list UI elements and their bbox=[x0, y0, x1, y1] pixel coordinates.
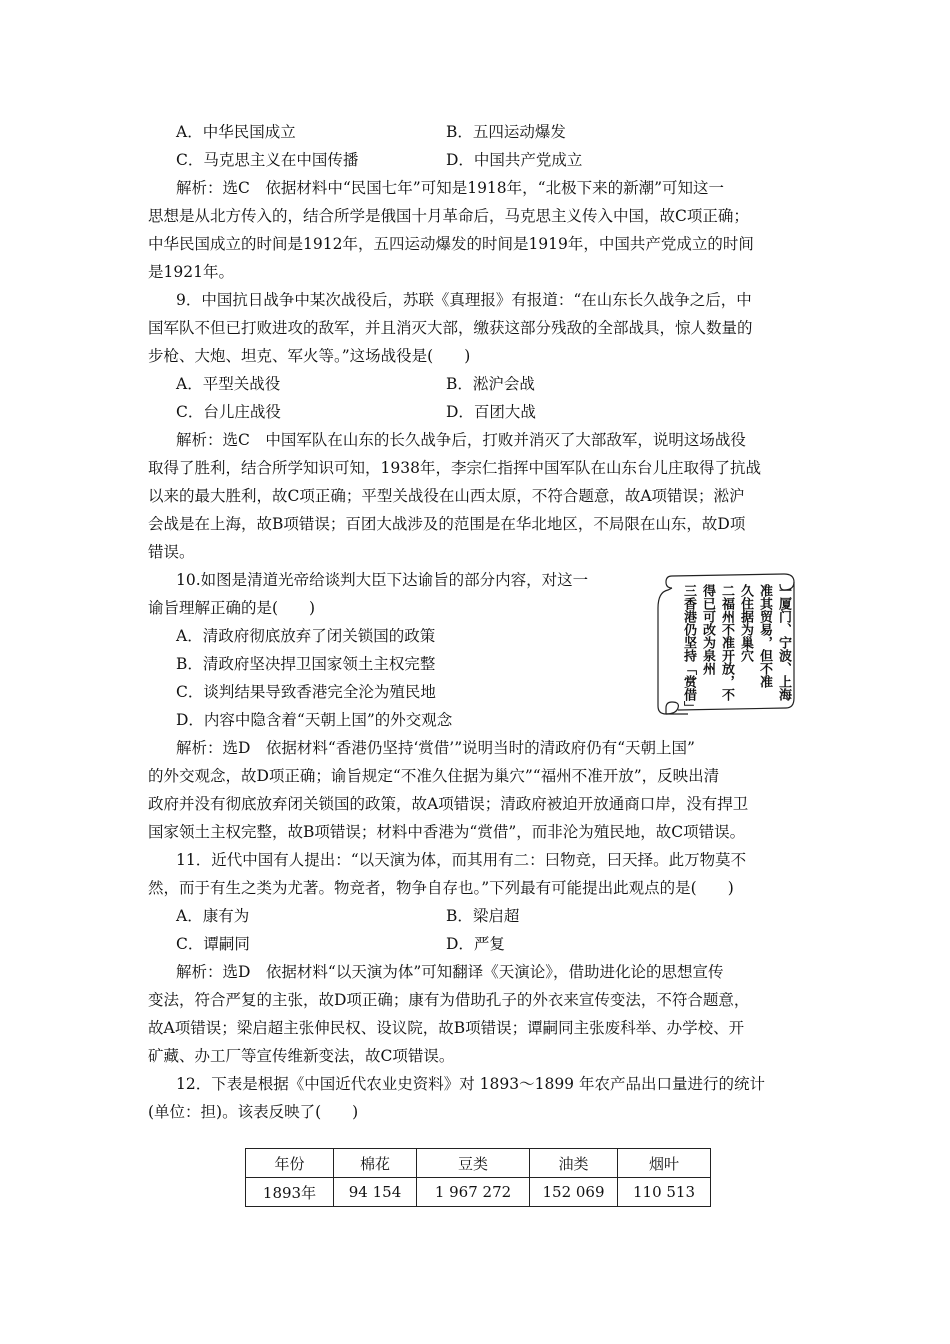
q11-option-b: B．梁启超 bbox=[446, 907, 520, 925]
q9-stem-line: 步枪、大炮、坦克、军火等。”这场战役是( ) bbox=[148, 347, 471, 365]
q11-option-c: C．谭嗣同 bbox=[176, 935, 250, 953]
table-header-cell: 油类 bbox=[530, 1149, 618, 1178]
table-cell: 94 154 bbox=[334, 1178, 417, 1207]
q10-option-a: A．清政府彻底放弃了闭关锁国的政策 bbox=[176, 627, 436, 645]
q11-analysis-line: 矿藏、办工厂等宣传维新变法，故C项错误。 bbox=[148, 1047, 455, 1065]
q9-option-c: C．台儿庄战役 bbox=[176, 403, 281, 421]
edict-column-2: 准其贸易，但不准 bbox=[757, 584, 772, 688]
q11-stem-line: 然，而于有生之类为尤著。物竞者，物争自存也。”下列最有可能提出此观点的是( ) bbox=[148, 879, 734, 897]
q10-option-b: B．清政府坚决捍卫国家领土主权完整 bbox=[176, 655, 436, 673]
q8-analysis-line: 思想是从北方传入的，结合所学是俄国十月革命后，马克思主义传入中国，故C项正确； bbox=[148, 207, 749, 225]
q11-option-d: D．严复 bbox=[446, 935, 505, 953]
q10-analysis-line: 政府并没有彻底放弃闭关锁国的政策，故A项错误；清政府被迫开放通商口岸，没有捍卫 bbox=[148, 795, 749, 813]
q10-option-d: D．内容中隐含着“天朝上国”的外交观念 bbox=[176, 711, 453, 729]
q9-stem-line: 国军队不但已打败进攻的敌军，并且消灭大部，缴获这部分残敌的全部战具，惊人数量的 bbox=[148, 319, 753, 337]
q10-stem-line: 谕旨理解正确的是( ) bbox=[148, 599, 316, 617]
q9-analysis-line: 错误。 bbox=[148, 543, 195, 561]
q9-option-d: D．百团大战 bbox=[446, 403, 536, 421]
q11-analysis-line: 变法，符合严复的主张，故D项正确；康有为借助孔子的外衣来宣传变法，不符合题意， bbox=[148, 991, 750, 1009]
q8-analysis-line: 中华民国成立的时间是1912年，五四运动爆发的时间是1919年，中国共产党成立的时间 bbox=[148, 235, 754, 253]
edict-column-4: 二福州不准开放，不 bbox=[719, 584, 734, 701]
q9-analysis-line: 取得了胜利，结合所学知识可知，1938年，李宗仁指挥中国军队在山东台儿庄取得了抗战 bbox=[148, 459, 761, 477]
table-header-cell: 豆类 bbox=[417, 1149, 530, 1178]
edict-column-5: 得已可改为泉州 bbox=[700, 584, 715, 675]
q8-option-a: A．中华民国成立 bbox=[176, 123, 296, 141]
q10-analysis-line: 解析：选D 依据材料“香港仍坚持‘赏借’”说明当时的清政府仍有“天朝上国” bbox=[176, 739, 695, 757]
q11-option-a: A．康有为 bbox=[176, 907, 250, 925]
edict-column-1: 一厦门、宁波、上海 bbox=[776, 584, 791, 701]
q9-analysis-line: 以来的最大胜利，故C项正确；平型关战役在山西太原，不符合题意，故A项错误；淞沪 bbox=[148, 487, 745, 505]
q9-option-a: A．平型关战役 bbox=[176, 375, 281, 393]
q12-stem-line: 12．下表是根据《中国近代农业史资料》对 1893～1899 年农产品出口量进行的统计 bbox=[176, 1075, 765, 1093]
table-cell: 1893年 bbox=[246, 1178, 334, 1207]
table-cell: 110 513 bbox=[618, 1178, 711, 1207]
q9-stem-line: 9．中国抗日战争中某次战役后，苏联《真理报》有报道：“在山东长久战争之后，中 bbox=[176, 291, 752, 309]
q9-analysis-line: 解析：选C 中国军队在山东的长久战争后，打败并消灭了大部敌军，说明这场战役 bbox=[176, 431, 746, 449]
q10-option-c: C．谈判结果导致香港完全沦为殖民地 bbox=[176, 683, 436, 701]
q12-stem-line: (单位：担)。该表反映了( ) bbox=[148, 1103, 359, 1121]
q11-analysis-line: 故A项错误；梁启超主张伸民权、设议院，故B项错误；谭嗣同主张废科举、办学校、开 bbox=[148, 1019, 745, 1037]
export-table bbox=[245, 1148, 711, 1207]
q9-analysis-line: 会战是在上海，故B项错误；百团大战涉及的范围是在华北地区，不局限在山东，故D项 bbox=[148, 515, 746, 533]
q9-option-b: B．淞沪会战 bbox=[446, 375, 535, 393]
q8-analysis-line: 解析：选C 依据材料中“民国七年”可知是1918年，“北极下来的新潮”可知这一 bbox=[176, 179, 725, 197]
edict-column-6: 三香港仍坚持「赏借」 bbox=[681, 584, 696, 714]
q8-option-c: C．马克思主义在中国传播 bbox=[176, 151, 359, 169]
q8-option-b: B．五四运动爆发 bbox=[446, 123, 566, 141]
edict-scroll-image bbox=[654, 568, 802, 720]
q8-option-d: D．中国共产党成立 bbox=[446, 151, 583, 169]
table-header-cell: 年份 bbox=[246, 1149, 334, 1178]
table-header-cell: 烟叶 bbox=[618, 1149, 711, 1178]
q10-stem-line: 10.如图是清道光帝给谈判大臣下达谕旨的部分内容，对这一 bbox=[176, 571, 589, 589]
table-row bbox=[246, 1178, 711, 1207]
q10-analysis-line: 的外交观念，故D项正确；谕旨规定“不准久住据为巢穴”“福州不准开放”，反映出清 bbox=[148, 767, 720, 785]
edict-column-3: 久住据为巢穴 bbox=[738, 584, 753, 662]
q10-analysis-line: 国家领土主权完整，故B项错误；材料中香港为“赏借”，而非沦为殖民地，故C项错误。 bbox=[148, 823, 746, 841]
table-header-cell: 棉花 bbox=[334, 1149, 417, 1178]
q11-analysis-line: 解析：选D 依据材料“以天演为体”可知翻译《天演论》，借助进化论的思想宣传 bbox=[176, 963, 724, 981]
table-header-row bbox=[246, 1149, 711, 1178]
table-cell: 152 069 bbox=[530, 1178, 618, 1207]
table-cell: 1 967 272 bbox=[417, 1178, 530, 1207]
q8-analysis-line: 是1921年。 bbox=[148, 263, 234, 281]
q11-stem-line: 11．近代中国有人提出：“以天演为体，而其用有二：曰物竞，曰天择。此万物莫不 bbox=[176, 851, 747, 869]
